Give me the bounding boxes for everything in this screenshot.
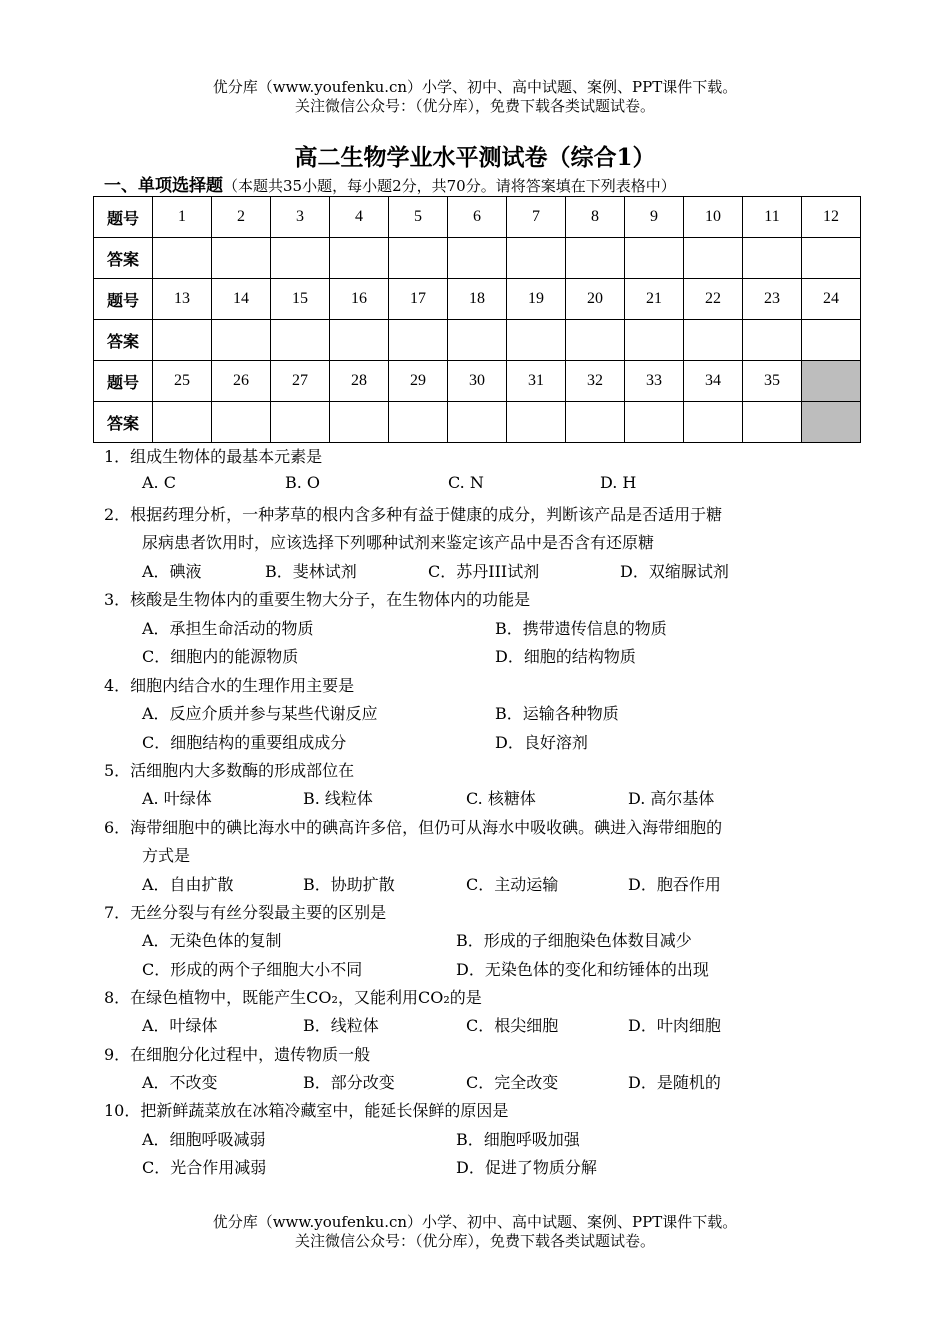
answer-cell[interactable] bbox=[684, 238, 743, 279]
section-note: （本题共35小题，每小题2分，共70分。请将答案填在下列表格中） bbox=[223, 177, 676, 195]
q8-opt-b: B．线粒体 bbox=[303, 1016, 379, 1035]
question-number-cell: 17 bbox=[389, 279, 448, 320]
question-number-cell: 26 bbox=[212, 361, 271, 402]
header-line-1: 优分库（www.youfenku.cn）小学、初中、高中试题、案例、PPT课件下载。 bbox=[212, 78, 738, 96]
question-4-stem: 4．细胞内结合水的生理作用主要是 bbox=[104, 676, 355, 695]
q2-opt-d: D．双缩脲试剂 bbox=[620, 562, 729, 581]
table-row-answers bbox=[94, 402, 861, 443]
blank-cell bbox=[802, 402, 861, 443]
q3-opt-c: C．细胞内的能源物质 bbox=[142, 647, 299, 666]
answer-cell[interactable] bbox=[271, 238, 330, 279]
question-number-cell: 33 bbox=[625, 361, 684, 402]
row-label-number: 题号 bbox=[94, 361, 153, 402]
q8-opt-d: D．叶肉细胞 bbox=[628, 1016, 721, 1035]
q5-opt-a: A. 叶绿体 bbox=[142, 789, 212, 808]
answer-table bbox=[93, 196, 861, 443]
question-number-cell: 22 bbox=[684, 279, 743, 320]
answer-cell[interactable] bbox=[743, 320, 802, 361]
question-number-cell: 28 bbox=[330, 361, 389, 402]
header-line-2: 关注微信公众号：（优分库），免费下载各类试题试卷。 bbox=[294, 97, 655, 115]
row-label-answer: 答案 bbox=[94, 238, 153, 279]
question-6-stem-cont: 方式是 bbox=[142, 846, 191, 865]
answer-cell[interactable] bbox=[566, 320, 625, 361]
q2-opt-c: C．苏丹III试剂 bbox=[428, 562, 540, 581]
answer-cell[interactable] bbox=[566, 402, 625, 443]
q6-opt-b: B．协助扩散 bbox=[303, 875, 395, 894]
answer-cell[interactable] bbox=[153, 320, 212, 361]
question-8-stem: 8．在绿色植物中，既能产生CO₂，又能利用CO₂的是 bbox=[104, 988, 482, 1007]
q1-opt-d: D. H bbox=[600, 473, 637, 492]
question-2-stem-cont: 尿病患者饮用时，应该选择下列哪种试剂来鉴定该产品中是否含有还原糖 bbox=[142, 533, 655, 552]
q9-opt-a: A．不改变 bbox=[142, 1073, 218, 1092]
q4-opt-d: D．良好溶剂 bbox=[495, 733, 588, 752]
row-label-answer: 答案 bbox=[94, 320, 153, 361]
answer-cell[interactable] bbox=[330, 402, 389, 443]
answer-cell[interactable] bbox=[684, 402, 743, 443]
q2-opt-a: A．碘液 bbox=[142, 562, 202, 581]
question-number-cell: 34 bbox=[684, 361, 743, 402]
q3-opt-d: D．细胞的结构物质 bbox=[495, 647, 636, 666]
table-row-answers bbox=[94, 320, 861, 361]
answer-cell[interactable] bbox=[448, 238, 507, 279]
question-10-stem: 10．把新鲜蔬菜放在冰箱冷藏室中，能延长保鲜的原因是 bbox=[104, 1101, 509, 1120]
q1-opt-c: C. N bbox=[448, 473, 484, 492]
question-number-cell: 14 bbox=[212, 279, 271, 320]
q10-opt-b: B．细胞呼吸加强 bbox=[456, 1130, 580, 1149]
question-1-stem: 1．组成生物体的最基本元素是 bbox=[104, 447, 323, 466]
question-number-cell: 15 bbox=[271, 279, 330, 320]
answer-cell[interactable] bbox=[330, 320, 389, 361]
q4-opt-a: A．反应介质并参与某些代谢反应 bbox=[142, 704, 378, 723]
q10-opt-d: D．促进了物质分解 bbox=[456, 1158, 597, 1177]
q8-opt-a: A．叶绿体 bbox=[142, 1016, 218, 1035]
q3-opt-a: A．承担生命活动的物质 bbox=[142, 619, 314, 638]
question-5-stem: 5．活细胞内大多数酶的形成部位在 bbox=[104, 761, 355, 780]
question-number-cell: 2 bbox=[212, 197, 271, 238]
question-number-cell: 19 bbox=[507, 279, 566, 320]
q7-opt-c: C．形成的两个子细胞大小不同 bbox=[142, 960, 363, 979]
q7-opt-b: B．形成的子细胞染色体数目减少 bbox=[456, 931, 692, 950]
answer-cell[interactable] bbox=[448, 402, 507, 443]
question-3-stem: 3．核酸是生物体内的重要生物大分子，在生物体内的功能是 bbox=[104, 590, 531, 609]
answer-cell[interactable] bbox=[625, 320, 684, 361]
q9-opt-d: D．是随机的 bbox=[628, 1073, 721, 1092]
answer-cell[interactable] bbox=[448, 320, 507, 361]
answer-cell[interactable] bbox=[389, 402, 448, 443]
answer-cell[interactable] bbox=[389, 320, 448, 361]
answer-cell[interactable] bbox=[330, 238, 389, 279]
blank-cell bbox=[802, 361, 861, 402]
answer-cell[interactable] bbox=[507, 402, 566, 443]
answer-cell[interactable] bbox=[743, 402, 802, 443]
q1-opt-b: B. O bbox=[285, 473, 321, 492]
question-number-cell: 35 bbox=[743, 361, 802, 402]
answer-cell[interactable] bbox=[271, 402, 330, 443]
question-number-cell: 23 bbox=[743, 279, 802, 320]
question-number-cell: 29 bbox=[389, 361, 448, 402]
q1-opt-a: A. C bbox=[142, 473, 176, 492]
answer-cell[interactable] bbox=[625, 402, 684, 443]
question-6-stem: 6．海带细胞中的碘比海水中的碘高许多倍，但仍可从海水中吸收碘。碘进入海带细胞的 bbox=[104, 818, 723, 837]
q5-opt-d: D. 高尔基体 bbox=[628, 789, 715, 808]
question-number-cell: 1 bbox=[153, 197, 212, 238]
q5-opt-c: C. 核糖体 bbox=[466, 789, 536, 808]
question-number-cell: 27 bbox=[271, 361, 330, 402]
answer-cell[interactable] bbox=[212, 238, 271, 279]
question-number-cell: 21 bbox=[625, 279, 684, 320]
question-9-stem: 9．在细胞分化过程中，遗传物质一般 bbox=[104, 1045, 371, 1064]
question-number-cell: 20 bbox=[566, 279, 625, 320]
answer-cell[interactable] bbox=[212, 402, 271, 443]
question-number-cell: 24 bbox=[802, 279, 861, 320]
answer-cell[interactable] bbox=[684, 320, 743, 361]
row-label-number: 题号 bbox=[94, 279, 153, 320]
page-title: 高二生物学业水平测试卷（综合1） bbox=[294, 144, 656, 171]
q10-opt-a: A．细胞呼吸减弱 bbox=[142, 1130, 266, 1149]
question-2-stem: 2．根据药理分析，一种茅草的根内含多种有益于健康的成分，判断该产品是否适用于糖 bbox=[104, 505, 723, 524]
q9-opt-c: C．完全改变 bbox=[466, 1073, 559, 1092]
answer-cell[interactable] bbox=[212, 320, 271, 361]
table-row-answers bbox=[94, 238, 861, 279]
answer-cell[interactable] bbox=[153, 402, 212, 443]
q6-opt-d: D．胞吞作用 bbox=[628, 875, 721, 894]
answer-cell[interactable] bbox=[625, 238, 684, 279]
answer-cell[interactable] bbox=[743, 238, 802, 279]
q9-opt-b: B．部分改变 bbox=[303, 1073, 395, 1092]
q4-opt-b: B．运输各种物质 bbox=[495, 704, 619, 723]
question-7-stem: 7．无丝分裂与有丝分裂最主要的区别是 bbox=[104, 903, 387, 922]
section-title: 一、单项选择题 bbox=[104, 176, 223, 196]
table-row-numbers bbox=[94, 361, 861, 402]
answer-cell[interactable] bbox=[566, 238, 625, 279]
answer-cell[interactable] bbox=[153, 238, 212, 279]
table-row-numbers bbox=[94, 197, 861, 238]
question-number-cell: 18 bbox=[448, 279, 507, 320]
answer-cell[interactable] bbox=[507, 320, 566, 361]
question-number-cell: 13 bbox=[153, 279, 212, 320]
question-number-cell: 31 bbox=[507, 361, 566, 402]
question-number-cell: 6 bbox=[448, 197, 507, 238]
q3-opt-b: B．携带遗传信息的物质 bbox=[495, 619, 667, 638]
row-label-number: 题号 bbox=[94, 197, 153, 238]
answer-cell[interactable] bbox=[271, 320, 330, 361]
q2-opt-b: B．斐林试剂 bbox=[265, 562, 357, 581]
question-number-cell: 16 bbox=[330, 279, 389, 320]
footer-line-2: 关注微信公众号：（优分库），免费下载各类试题试卷。 bbox=[294, 1232, 655, 1250]
footer-line-1: 优分库（www.youfenku.cn）小学、初中、高中试题、案例、PPT课件下载。 bbox=[212, 1213, 738, 1231]
question-number-cell: 5 bbox=[389, 197, 448, 238]
answer-cell[interactable] bbox=[802, 238, 861, 279]
question-number-cell: 10 bbox=[684, 197, 743, 238]
question-number-cell: 7 bbox=[507, 197, 566, 238]
question-number-cell: 32 bbox=[566, 361, 625, 402]
q6-opt-c: C．主动运输 bbox=[466, 875, 559, 894]
question-number-cell: 25 bbox=[153, 361, 212, 402]
q8-opt-c: C．根尖细胞 bbox=[466, 1016, 559, 1035]
row-label-answer: 答案 bbox=[94, 402, 153, 443]
question-number-cell: 8 bbox=[566, 197, 625, 238]
answer-cell[interactable] bbox=[507, 238, 566, 279]
question-number-cell: 3 bbox=[271, 197, 330, 238]
q4-opt-c: C．细胞结构的重要组成成分 bbox=[142, 733, 347, 752]
question-number-cell: 11 bbox=[743, 197, 802, 238]
q6-opt-a: A．自由扩散 bbox=[142, 875, 234, 894]
q7-opt-a: A．无染色体的复制 bbox=[142, 931, 282, 950]
question-number-cell: 9 bbox=[625, 197, 684, 238]
q10-opt-c: C．光合作用减弱 bbox=[142, 1158, 267, 1177]
answer-cell[interactable] bbox=[802, 320, 861, 361]
question-number-cell: 30 bbox=[448, 361, 507, 402]
question-number-cell: 12 bbox=[802, 197, 861, 238]
answer-cell[interactable] bbox=[389, 238, 448, 279]
section-heading bbox=[104, 171, 676, 196]
table-row-numbers bbox=[94, 279, 861, 320]
q7-opt-d: D．无染色体的变化和纺锤体的出现 bbox=[456, 960, 709, 979]
question-number-cell: 4 bbox=[330, 197, 389, 238]
q5-opt-b: B. 线粒体 bbox=[303, 789, 373, 808]
